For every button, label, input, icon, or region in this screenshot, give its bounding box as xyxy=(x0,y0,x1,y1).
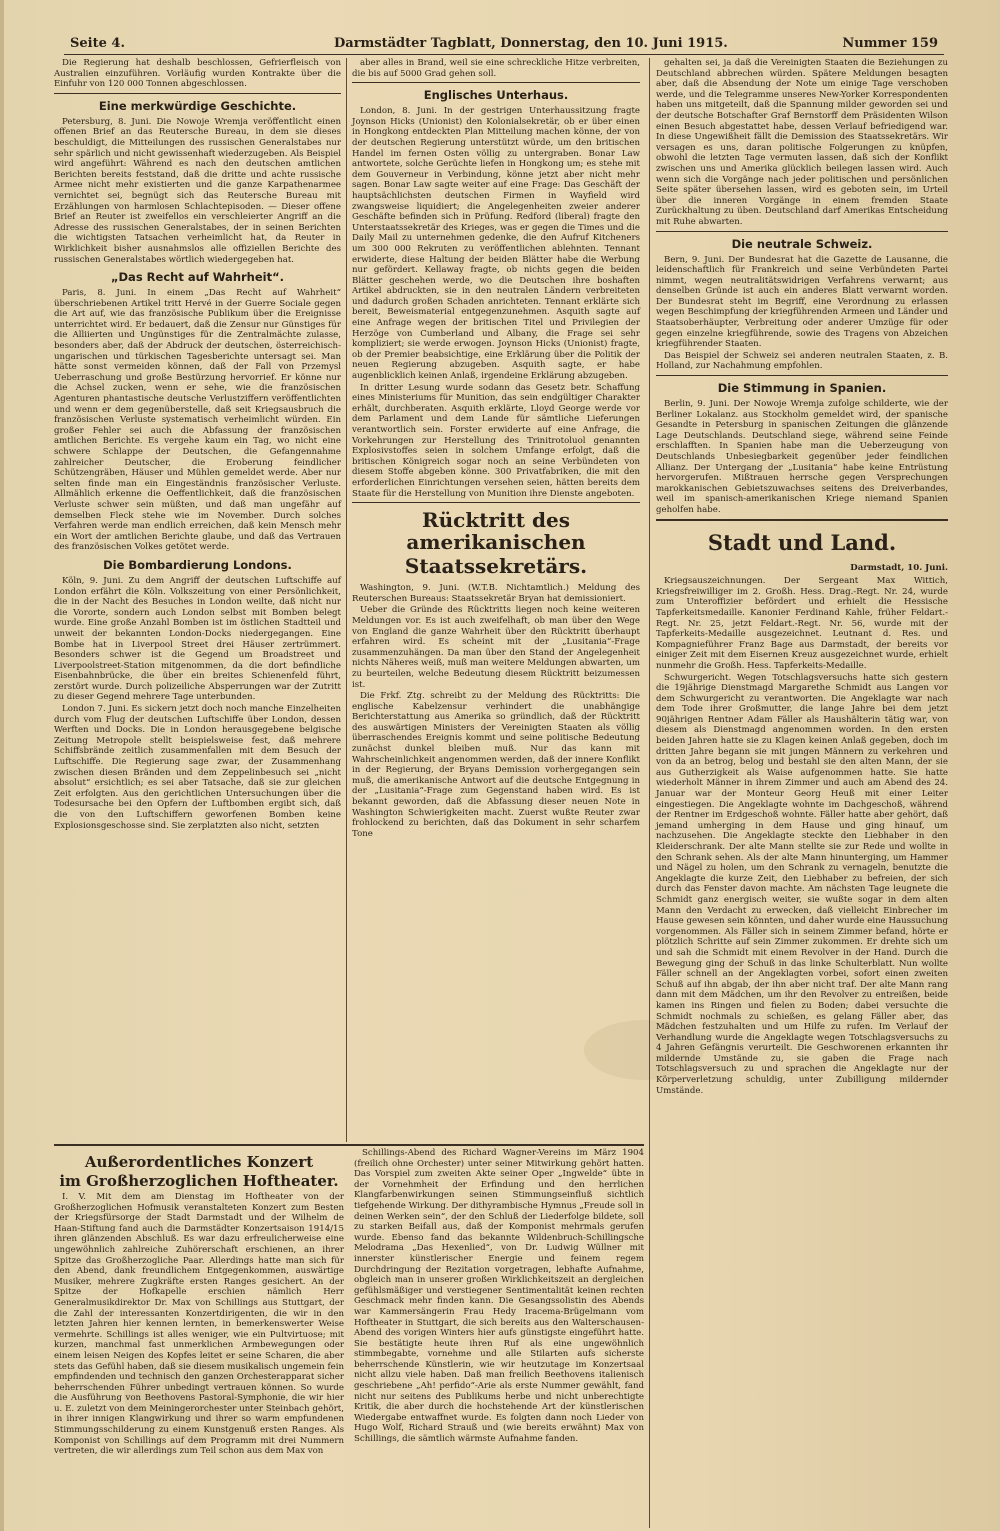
dateline: Darmstadt, 10. Juni. xyxy=(850,562,948,573)
headline: Die Stimmung in Spanien. xyxy=(717,381,887,396)
section-heading: Stadt und Land. xyxy=(707,529,897,555)
article-text: Die Frkf. Ztg. schreibt zu der Meldung des Rücktritts: Die englische Kabelzensur verhindert die unabhängige Berichterstattung aus Amerika so gründlich, daß der Rücktritt des auswärtigen Ministers der Vereinigten Staaten als völlig überraschendes Ereignis kommt und seine politische Bedeutung zunächst dunkel bleiben muß. Nur das kann mit Wahrscheinlichkeit angenommen werden, daß der innere Konflikt in der Regierung, der Bryans Demission vorhergegangen sein muß, die amerikanische Antwort auf die deutsche Entgegnung in der „Lusitania“-Frage zum Gegenstand haben wird. Es ist bekannt geworden, daß die Abfassung dieser neuen Note in Washington Schwierigkeiten macht. Zuerst wußte Reuter zwar frohlockend zu berichten, daß das Dokument in sehr scharfem Tone xyxy=(352,691,640,839)
divider xyxy=(352,502,640,503)
feuilleton-column-2 xyxy=(354,1148,644,1445)
article-text: Das Beispiel der Schweiz sei anderen neutralen Staaten, z. B. Holland, zur Nachahmung empfohlen. xyxy=(656,350,948,372)
issue-number: Nummer 159 xyxy=(842,36,938,51)
column-divider xyxy=(649,58,650,1528)
divider xyxy=(656,519,948,521)
divider xyxy=(656,375,948,376)
article-text: Petersburg, 8. Juni. Die Nowoje Wremja veröffentlicht einen offenen Brief an das Reutersche Bureau, in dem sie dieses beschuldigt, die Mitteilungen des russischen Generalstabes nur sehr spärlich und nicht gewissenhaft wiederzugeben. Als Beispiel wird angeführt: Während es nach den deutschen amtlichen Berichten bereits feststand, daß die dritte und achte russische Armee nicht mehr existierten und die ganze Karpathenarmee vernichtet sei, begnügt sich das Reutersche Bureau mit Erzählungen von harmlosen Schlachtepisoden. — Dieser offene Brief an Reuter ist zweifellos ein verschleierter Angriff an die Adresse des russischen Generalstabes, der in seinen Berichten die wichtigsten Tatsachen verheimlicht hat, da Reuter in Wirklichkeit bisher ausnahmslos alle offiziellen Berichte des russischen Generalstabes wörtlich wiedergegeben hat. xyxy=(54,116,341,265)
feuilleton-rule xyxy=(54,1144,644,1146)
column-1 xyxy=(54,58,341,832)
divider xyxy=(352,82,640,83)
headline: „Das Recht auf Wahrheit“. xyxy=(110,270,285,285)
headline-major: Rücktritt des amerikanischen xyxy=(406,508,586,555)
headline: Die Bombardierung Londons. xyxy=(103,557,292,572)
article-text: Die Regierung hat deshalb beschlossen, Gefrierfleisch von Australien einzuführen. Vorläufig wurden Kontrakte über die Einfuhr von 120 000 Tonnen abgeschlossen. xyxy=(54,58,341,90)
article-text: aber alles in Brand, weil sie eine schreckliche Hitze verbreiten, die bis auf 5000 Grad gehen soll. xyxy=(352,58,640,79)
headline: Englisches Unterhaus. xyxy=(423,88,569,103)
article-text: London 7. Juni. Es sickern jetzt doch noch manche Einzelheiten durch vom Flug der deutschen Luftschiffe über London, dessen Werften und Docks. Die in London herausgegebene belgische Zeitung Metropole stellt beispielsweise fest, daß mehrere Schiffsbrände zeitlich zusammenfallen mit dem Besuch der Luftschiffe. Die Regierung sage zwar, der Zusammenhang zwischen diesen Bränden und dem Zeppelinbesuch sei „nicht absolut“ ersichtlich; es sei aber Tatsache, daß sie zur gleichen Zeit erfolgten. Aus den gerichtlichen Untersuchungen über die Todesursache bei den Opfern der Luftbomben ergibt sich, daß die von den Luftschiffern geworfenen Bomben keine Explosionsgeschosse sind. Sie zerplatzten also nicht, setzten xyxy=(54,704,341,831)
headline-major: Staatssekretärs. xyxy=(404,554,588,579)
concert-subheadline: im Großherzoglichen Hoftheater. xyxy=(59,1172,339,1190)
feuilleton-column-1 xyxy=(54,1148,344,1457)
article-text: Paris, 8. Juni. In einem „Das Recht auf Wahrheit“ überschriebenen Artikel tritt Hervé in der Guerre Sociale gegen die Art auf, wie das französische Publikum über die Ereignisse unterrichtet wird. Er bedauert, daß die Zensur nur Günstiges für die Alliierten und Ungünstiges für die Zentralmächte zulasse, besonders aber, daß der Abdruck der deutschen, österreichisch-ungarischen und türkischen Tagesberichte untersagt sei. Man hätte sonst vermeiden können, daß der Fall von Przemysl Ueberraschung und große Bestürzung hervorrief. Er könne nur die Achsel zucken, wenn er sehe, wie die französischen Agenturen phantastische deutsche Verlustziffern veröffentlichten und wenn er dem gegenüberstelle, daß seit Kriegsausbruch die französischen Verluste systematisch verheimlicht würden. Ein großer Fehler sei auch die Abfassung der französischen amtlichen Berichte. Es vergehe kaum ein Tag, wo nicht eine schwere Schlappe der Deutschen, die Gefangennahme zahlreicher Deutscher, die Eroberung feindlicher Schützengräben, Häuser und Mühlen gemeldet werde. Aber nur selten finde man ein Eingeständnis französischer Verluste. Allmählich erkenne die Oeffentlichkeit, daß die französischen Verluste schwer sein müßten, und daß man ungefähr auf demselben Fleck stehe wie im November. Durch solches Verfahren werde man endlich erreichen, daß kein Mensch mehr ein Wort der amtlichen Berichte glaube, und daß das Vertrauen des französischen Volkes getötet werde. xyxy=(54,288,341,553)
article-text: In dritter Lesung wurde sodann das Gesetz betr. Schaffung eines Ministeriums für Munition, das sein endgültiger Charakter erhält, durchberaten. Asquith erklärte, Lloyd George werde vor dem Parlament und dem Lande für sämtliche Lieferungen verantwortlich sein. Forster erwiderte auf eine Anfrage, die Vorkehrungen zur Herstellung des Trinitrotoluol genannten Explosivstoffes seien in solchem Umfange erfolgt, daß die britischen Königreich sogar noch an seine Verbündeten von diesem Stoffe abgeben könne. 300 Privatfabriken, die mit den erforderlichen Einrichtungen versehen seien, hätten bereits dem Staate für die Herstellung von Munition ihre Dienste angeboten. xyxy=(352,382,640,499)
headline: Eine merkwürdige Geschichte. xyxy=(98,98,297,113)
headline: Die neutrale Schweiz. xyxy=(731,236,873,251)
article-text: Kriegsauszeichnungen. Der Sergeant Max Wittich, Kriegsfreiwilliger im 2. Großh. Hess. Drag.-Regt. Nr. 24, wurde zum Unteroffizier befördert und erhielt die Hessische Tapferkeitsmedaille. Kanonier Ferdinand Kahle, früher Feldart.-Regt. Nr. 25, jetzt Feldart.-Regt. Nr. 56, wurde mit der Tapferkeits-Medaille ausgezeichnet. Leutnant d. Res. und Kompagnieführer Franz Bage aus Darmstadt, der bereits vor einiger Zeit mit dem Eisernen Kreuz ausgezeichnet wurde, erhielt nunmehr die Großh. Hess. Tapferkeits-Medaille. xyxy=(656,576,948,671)
article-text: Schillings-Abend des Richard Wagner-Vereins im März 1904 (freilich ohne Orchester) unter seiner Mitwirkung gehört hatten. Das Vorspiel zum zweiten Akte seiner Oper „Ingwelde“ übte in der Vornehmheit der Erfindung und den herrlichen Klangfarbenwirkungen seinen Stimmungseinfluß sichtlich tiefgehende Wirkung. Der dithyrambische Hymnus „Freude soll in deinen Werken sein“, der den Schluß der Liederfolge bildete, soll zu starken Beifall aus, daß der Komponist mehrmals gerufen wurde. Ebenso fand das bekannte Wildenbruch-Schillingsche Melodrama „Das Hexenlied“, von Dr. Ludwig Wüllner mit innerster künstlerischer Energie und feinem regem Durchdringung der Rezitation vorgetragen, lebhafte Aufnahme, obgleich man in unserer großen Wirklichkeitszeit an dergleichen gefühlsmäßiger und verstiegener Sentimentalität keinen rechten Geschmack mehr finden kann. Die Gesangssolistin des Abends war Kammersängerin Frau Hedy Iracema-Brügelmann vom Hoftheater in Stuttgart, die sich bereits aus den Walterschausen-Abend des vorigen Winters hier aufs günstigste eingeführt hatte. Sie bestätigte heute ihren Ruf als eine ungewöhnlich stimmbegabte, vornehme und alle Stilarten aufs sicherste beherrschende Künstlerin, wie wir heutzutage im Konzertsaal nicht allzu viele haben. Daß man freilich Beethovens italienisch geschriebene „Ah! perfido“-Arie als erste Nummer gewählt, fand nicht nur seitens des Publikums herbe und nicht unberechtigte Kritik, die aber durch die hochstehende Art der künstlerischen Wiedergabe entwaffnet wurde. Es folgten dann noch Lieder von Hugo Wolf, Richard Strauß und (wie bereits erwähnt) Max von Schillings, die sämtlich wärmste Aufnahme fanden. xyxy=(354,1148,644,1445)
masthead xyxy=(64,32,944,55)
article-text: gehalten sei, ja daß die Vereinigten Staaten die Beziehungen zu Deutschland abbrechen würden. Spätere Meldungen besagten aber, daß die Absendung der Note um einige Tage verschoben werde, und die Telegramme unseres New-Yorker Korrespondenten haben uns mitgeteilt, daß die Spannung milder geworden sei und der deutsche Botschafter Graf Bernstorff dem Präsidenten Wilson einen Besuch abgestattet habe, dessen Verlauf befriedigend war. In diese Ungewißheit fällt die Demission des Staatssekretärs. Wir versagen es uns, daran politische Folgerungen zu knüpfen, obwohl die letzten Tage vermuten lassen, daß sich der Konflikt zwischen uns und Amerika glücklich beilegen lassen wird. Auch wenn sich die Vorgänge nach jeder politischen und persönlichen Seite später übersehen lassen, wird es geboten sein, im Urteil über die inneren Vorgänge in einem fremden Staate Zurückhaltung zu üben. Deutschland darf Amerikas Entscheidung mit Ruhe abwarten. xyxy=(656,58,948,227)
article-text: London, 8. Juni. In der gestrigen Unterhaussitzung fragte Joynson Hicks (Unionist) den Kolonialsekretär, ob er über einen in Hongkong entdeckten Plan Mitteilung machen könne, der von der deutschen Regierung unterstützt würde, um den britischen Handel im fernen Osten völlig zu untergraben. Bonar Law antwortete, solche Gerüchte liefen in Hongkong um; es stehe mit dem Gouverneur in Verbindung, könne jetzt aber nicht mehr sagen. Bonar Law sagte weiter auf eine Frage: Das Geschäft der hauptsächlichsten deutschen Firmen in Wayfield wird zwangsweise liquidiert; die Angelegenheiten zweier anderer Geschäfte befinden sich in Prüfung. Redford (liberal) fragte den Unterstaatssekretär des Krieges, was er gegen die Times und die Daily Mail zu unternehmen gedenke, die den Aufruf Kitcheners um 300 000 Rekruten zu veröffentlichen ablehnten. Tennant erwiderte, diese Haltung der beiden Blätter habe die Werbung nur gefördert. Kellaway fragte, ob nichts gegen die beiden Blätter geschehen werde, wo die Deutschen ihre boshaften Artikel abdruckten, sie in den neutralen Ländern verbreiteten und dadurch großen Schaden anrichteten. Tennant erklärte sich bereit, Beweismaterial entgegenzunehmen. Asquith sagte auf eine Anfrage wegen der britischen Titel und Privilegien der Herzöge von Cumberland und Albany, die Frage sei sehr kompliziert; sie werde erwogen. Joynson Hicks (Unionist) fragte, ob der Premier beabsichtige, eine Erklärung über die Politik der neuen Regierung abzugeben. Asquith sagte, er habe augenblicklich keinen Anlaß, irgendeine Erklärung abzugeben. xyxy=(352,106,640,382)
column-3 xyxy=(656,58,948,1097)
divider xyxy=(656,231,948,232)
article-text: Schwurgericht. Wegen Totschlagsversuchs hatte sich gestern die 19jährige Dienstmagd Margarethe Schmidt aus Langen vor dem Schwurgericht zu verantworten. Die Angeklagte war nach dem Tode ihrer Großmutter, die lange Jahre bei dem jetzt 90jährigen Rentner Adam Fäller als Haushälterin tätig war, von diesem als Dienstmagd angenommen worden. In den ersten beiden Jahren hatte sie zu Klagen keinen Anlaß gegeben, doch im dritten Jahre begann sie mit jungen Männern zu verkehren und von da an betrog, belog und bestahl sie den alten Mann, der sie aus Gutherzigkeit als Waise aufgenommen hatte. Sie hatte wiederholt Männer in ihrem Zimmer und auch am Abend des 24. Januar war der Monteur Georg Heuß mit einer Leiter eingestiegen. Die Angeklagte wohnte im Dachgeschoß, während der Rentner im Erdgeschoß wohnte. Fäller hatte aber gehört, daß jemand umherging in dem Hause und ging hinauf, um nachzusehen. Die Angeklagte steckte den Liebhaber in den Kleiderschrank. Der alte Mann stellte sie zur Rede und wollte in den Schrank sehen. Als der alte Mann hinunterging, um Hammer und Nägel zu holen, um den Schrank zu vernageln, benutzte die Angeklagte die kurze Zeit, den Liebhaber zu befreien, der sich durch das Fenster davon machte. Am nächsten Tage leugnete die Schmidt ganz energisch weiter, sie wußte sogar in dem alten Mann den Verdacht zu erwecken, daß vielleicht Einbrecher im Hause gewesen sein könnten, und daher wurde eine Haussuchung vorgenommen. Als Fäller sich in seinem Zimmer befand, hörte er plötzlich Schritte auf sein Zimmer zukommen. Er drehte sich um und sah die Schmidt mit einem Revolver in der Hand. Durch die Bewegung ging der Schuß in das linke Schulterblatt. Nun wollte Fäller schnell an der Angeklagten vorbei, sofort einen zweiten Schuß auf ihn abgab, der ihn aber nicht traf. Der alte Mann rang dann mit dem Mädchen, um ihr den Revolver zu entreißen, beide kamen ins Ringen und fielen zu Boden; dabei versuchte die Schmidt nochmals zu schießen, es gelang Fäller aber, das Mädchen festzuhalten und um Hilfe zu rufen. Im Verlauf der Verhandlung wurde die Angeklagte wegen Totschlagsversuchs zu 4 Jahren Gefängnis verurteilt. Die Geschworenen erkannten ihr mildernde Umstände zu, sie gaben die Frage nach Totschlagsversuch zu und sprachen die Angeklagte nur der Körperverletzung schuldig, unter Zubilligung mildernder Umstände. xyxy=(656,672,948,1096)
newspaper-page xyxy=(4,0,996,1531)
divider xyxy=(54,93,341,94)
article-text: Köln, 9. Juni. Zu dem Angriff der deutschen Luftschiffe auf London erfährt die Köln. Volkszeitung von einer Persönlichkeit, die in der Nacht des Besuches in London weilte, daß nicht nur die Vororte, sondern auch London selbst mit Bomben belegt wurde. Eine große Anzahl Bomben ist im östlichen Stadtteil und unweit der bekannten London-Docks niedergegangen. Eine Bombe hat in Liverpool Street drei Häuser zertrümmert. Besonders schwer ist die Gegend um Broadstreet und Liverpoolstreet-Station mitgenommen, da die dort befindliche Eisenbahnbrücke, die über ein breites Schienenfeld führt, zerstört wurde. Durch polizeiliche Absperrungen war der Zutritt zu dieser Gegend mehrere Tage unterbunden. xyxy=(54,575,341,703)
column-2 xyxy=(352,58,640,840)
column-divider xyxy=(346,58,347,1142)
article-text: I. V. Mit dem am Dienstag im Hoftheater von der Großherzoglichen Hofmusik veranstalteten Konzert zum Besten der Kriegsfürsorge der Stadt Darmstadt und der Wilhelm de Haan-Stiftung fand auch die Darmstädter Konzertsaison 1914/15 ihren glänzenden Abschluß. Es war dazu erfreulicherweise eine ungewöhnlich zahlreiche Zuhörerschaft erschienen, an ihrer Spitze das Großherzogliche Paar. Allerdings hatte man sich für den Abend, dank freundlichem Entgegenkommen, auswärtige Musiker, mehrere Zugkräfte ersten Ranges gesichert. An der Spitze der Hofkapelle erschien nämlich Herr Generalmusikdirektor Dr. Max von Schillings aus Stuttgart, der die Zahl der interessanten Konzertdirigenten, die wir in den letzten Jahren hier kennen lernten, in bemerkenswerter Weise vermehrte. Schillings ist alles weniger, wie ein Pultvirtuose; mit kurzen, manchmal fast unmerklichen Armbewegungen oder einem leisen Neigen des Kopfes leitet er seine Scharen, die aber stets das Gefühl haben, daß sie diesem musikalisch ungemein fein empfindenden und technisch den ganzen Orchesterapparat sicher beherrschenden Führer unbedingt vertrauen können. So wurde die Ausführung von Beethovens Pastoral-Symphonie, die wir hier u. E. zuletzt von dem Meiningerorchester unter Steinbach gehört, in ihrer innigen Klangwirkung und ihrer so warm empfundenen Stimmungsschilderung zu einem Kunstgenuß ersten Ranges. Als Komponist von Schillings auf dem Programm mit drei Nummern vertreten, die wir allerdings zum Teil schon aus dem Max von xyxy=(54,1192,344,1457)
concert-headline: Außerordentliches Konzert xyxy=(84,1153,314,1171)
newspaper-title: Darmstädter Tagblatt, Donnerstag, den 10. Juni 1915. xyxy=(334,36,728,51)
article-text: Ueber die Gründe des Rücktritts liegen noch keine weiteren Meldungen vor. Es ist auch zweifelhaft, ob man über den Wege von England die ganze Wahrheit über den Rücktritt überhaupt erfahren wird. Es scheint mit der „Lusitania“-Frage zusammenzuhängen. Da man über den Stand der Angelegenheit nichts Näheres weiß, muß man weitere Meldungen abwarten, um zu beurteilen, welche Bedeutung diesem Rücktritt beizumessen ist. xyxy=(352,605,640,690)
article-text: Bern, 9. Juni. Der Bundesrat hat die Gazette de Lausanne, die leidenschaftlich für Frankreich und seine Verbündeten Partei nimmt, wegen neutralitätswidrigen Verfahrens verwarnt; aus denselben Gründe ist auch ein anderes Blatt verwarnt worden. Der Bundesrat steht im Begriff, eine Verordnung zu erlassen wegen Beschimpfung der kriegführenden Armeen und Länder und Staatsoberhäupter, Verbreitung oder anderer Umzüge für oder gegen einzelne kriegführende, sowie des Tragens von Abzeichen kriegführender Staaten. xyxy=(656,254,948,350)
article-text: Berlin, 9. Juni. Der Nowoje Wremja zufolge schilderte, wie der Berliner Lokalanz. aus Stockholm gemeldet wird, der spanische Gesandte in Petersburg in spanischen Zeitungen die glänzende Lage Deutschlands. Deutschland siege, während seine Feinde erschlafften. In Spanien habe man die Ueberzeugung von Deutschlands Unbesiegbarkeit gegenüber jeder feindlichen Allianz. Der Untergang der „Lusitania“ habe keine Entrüstung hervorgerufen. Mißtrauen herrsche gegen Versprechungen marokkanischen Gebietszuwachses seitens des Dreiverbandes, weil im spanisch-amerikanischen Kriege niemand Spanien geholfen habe. xyxy=(656,399,948,515)
page-number: Seite 4. xyxy=(70,36,125,51)
article-text: Washington, 9. Juni. (W.T.B. Nichtamtlich.) Meldung des Reuterschen Bureaus: Staatssekretär Bryan hat demissioniert. xyxy=(352,583,640,604)
